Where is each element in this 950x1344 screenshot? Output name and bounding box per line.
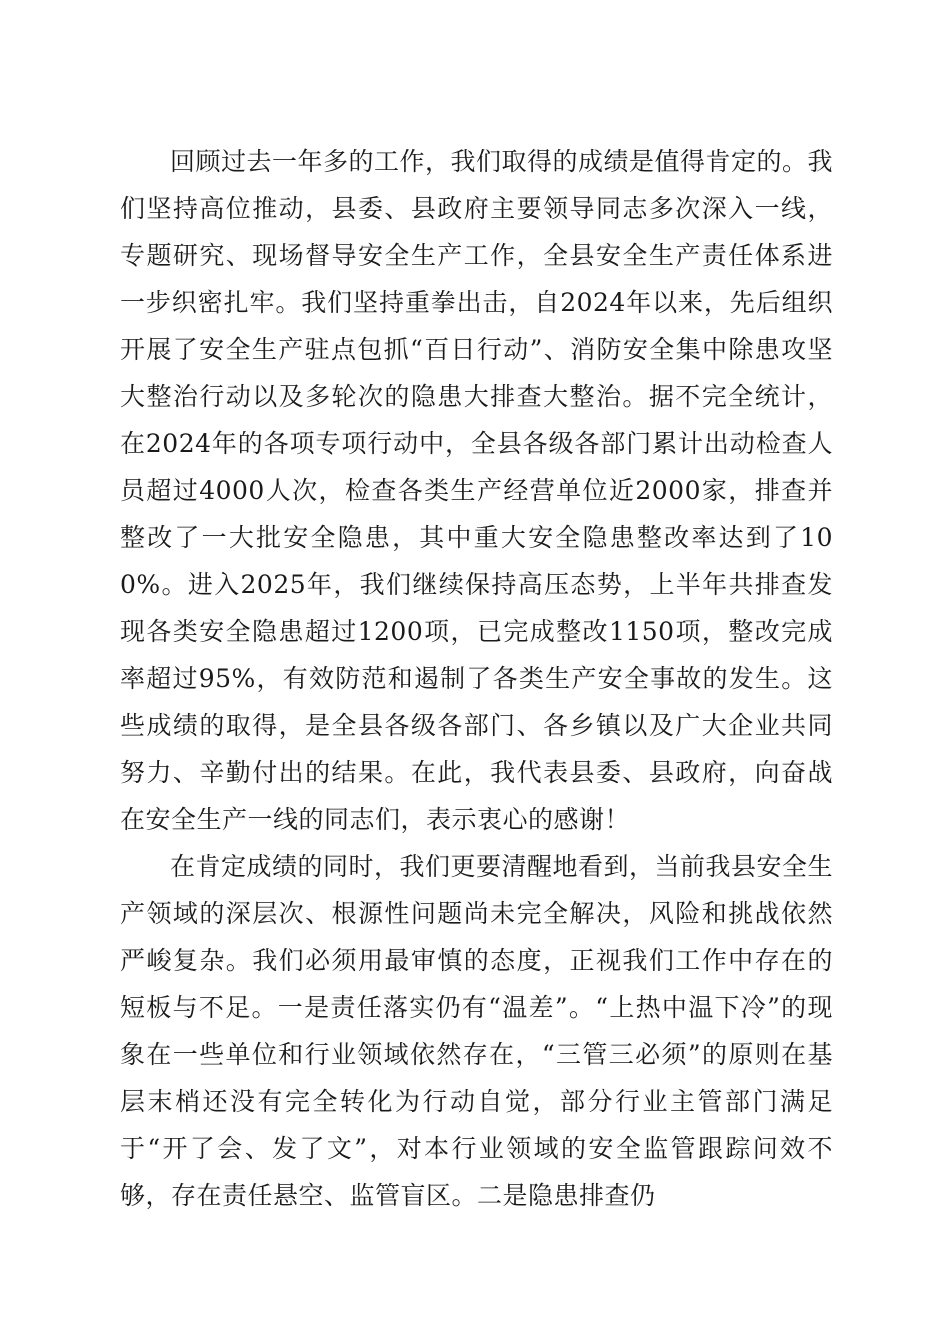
paragraph-achievements: 回顾过去一年多的工作，我们取得的成绩是值得肯定的。我们坚持高位推动，县委、县政府主要领导同志多次深入一线，专题研究、现场督导安全生产工作，全县安全生产责任体系进一步织密扎牢。我们坚持重拳出击，自2024年以来，先后组织开展了安全生产驻点包抓“百日行动”、消防安全集中除患攻坚大整治行动以及多轮次的隐患大排查大整治。据不完全统计，在2024年的各项专项行动中，全县各级各部门累计出动检查人员超过4000人次，检查各类生产经营单位近2000家，排查并整改了一大批安全隐患，其中重大安全隐患整改率达到了100%。进入2025年，我们继续保持高压态势，上半年共排查发现各类安全隐患超过1200项，已完成整改1150项，整改完成率超过95%，有效防范和遏制了各类生产安全事故的发生。这些成绩的取得，是全县各级各部门、各乡镇以及广大企业共同努力、辛勤付出的结果。在此，我代表县委、县政府，向奋战在安全生产一线的同志们，表示衷心的感谢！ <box>120 147 834 834</box>
document-body <box>120 138 833 1219</box>
paragraph-shortcomings: 在肯定成绩的同时，我们更要清醒地看到，当前我县安全生产领域的深层次、根源性问题尚未完全解决，风险和挑战依然严峻复杂。我们必须用最审慎的态度，正视我们工作中存在的短板与不足。一是责任落实仍有“温差”。“上热中温下冷”的现象在一些单位和行业领域依然存在，“三管三必须”的原则在基层末梢还没有完全转化为行动自觉，部分行业主管部门满足于“开了会、发了文”，对本行业领域的安全监管跟踪问效不够，存在责任悬空、监管盲区。二是隐患排查仍 <box>120 852 834 1210</box>
